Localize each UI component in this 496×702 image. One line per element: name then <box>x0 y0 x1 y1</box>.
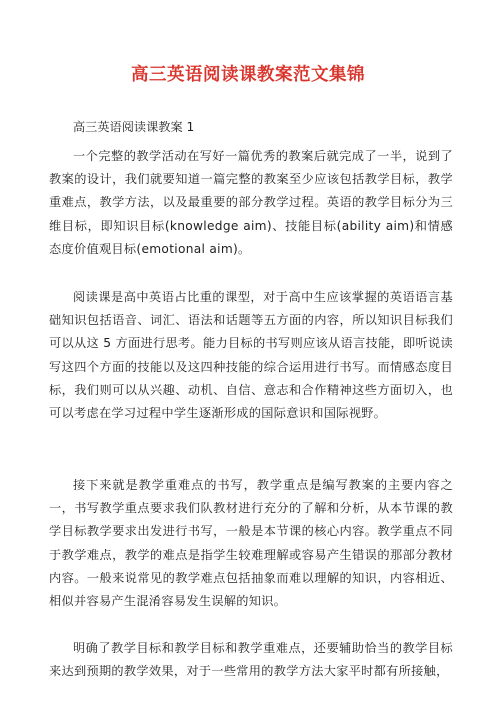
paragraph-4: 明确了教学目标和教学目标和教学重难点，还要辅助恰当的教学目标来达到预期的教学效果，对于一些常用的教学方法大家平时都有所接触， <box>49 641 453 679</box>
section-heading: 高三英语阅读课教案 1 <box>73 120 195 134</box>
paragraph-2: 阅读课是高中英语占比重的课型，对于高中生应该掌握的英语语言基础知识包括语音、词汇、语法和话题等五方面的内容，所以知识目标我们可以从这 5 方面进行思考。能力目标的书写则应该从语言技能，即听说读写这四个方面的技能以及这四种技能的综合运用进行书写。而情感态度目标，我们则可以从兴趣、动机、自信、意志和合作精神这些方面切入，也可以考虑在学习过程中学生逐渐形成的国际意识和国际视野。 <box>49 290 453 421</box>
document-title: 高三英语阅读课教案范文集锦 <box>131 65 365 85</box>
paragraph-1: 一个完整的教学活动在写好一篇优秀的教案后就完成了一半，说到了教案的设计，我们就要知道一篇完整的教案至少应该包括教学目标，教学重难点，教学方法，以及最重要的部分教学过程。英语的教学目标分为三维目标，即知识目标(knowledge aim)、技能目标(ability aim)和情感态度价值观目标(emotional aim)。 <box>49 149 453 256</box>
paragraph-3: 接下来就是教学重难点的书写，教学重点是编写教案的主要内容之一，书写教学重点要求我们队教材进行充分的了解和分析，从本节课的教学目标教学要求出发进行书写，一般是本节课的核心内容。教学重点不同于教学难点，教学的难点是指学生较难理解或容易产生错误的那部分教材内容。一般来说常见的教学难点包括抽象而难以理解的知识，内容相近、相似并容易产生混淆容易发生误解的知识。 <box>49 478 453 609</box>
